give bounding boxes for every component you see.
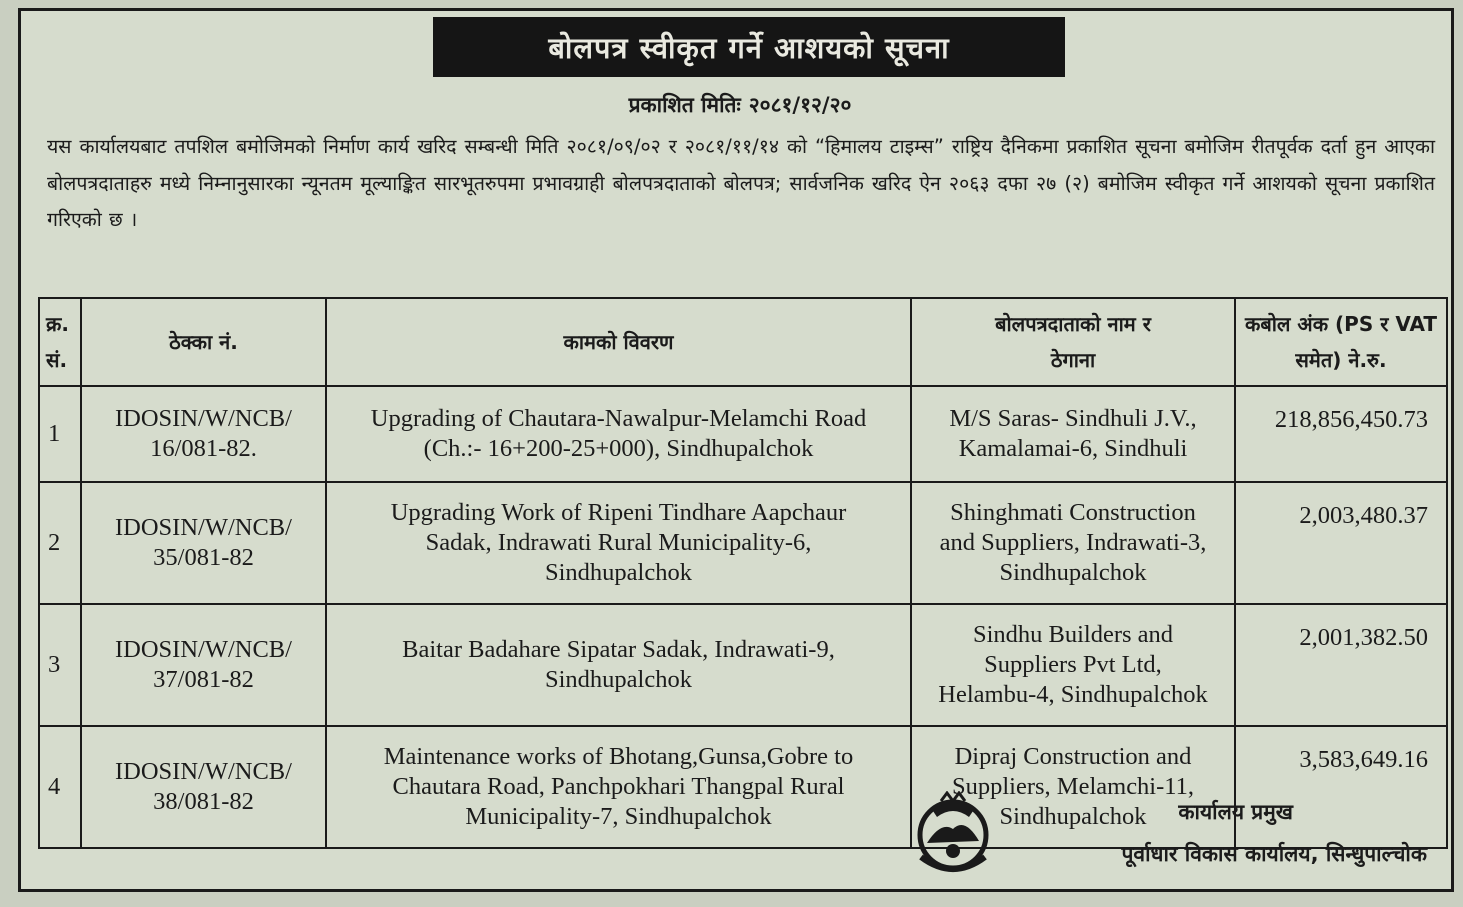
row-contract-no xyxy=(81,726,326,848)
notice-paragraph: यस कार्यालयबाट तपशिल बमोजिमको निर्माण कार्य खरिद सम्बन्धी मिति २०८१/०९/०२ र २०८१/११/१४ को “हिमालय टाइम्स” राष्ट्रिय दैनिकमा प्रकाशित सूचना बमोजिम रीतपूर्वक दर्ता हुन आएका बोलपत्रदाताहरु मध्ये निम्नानुसारका न्यूनतम मूल्याङ्कित सारभूतरुपमा प्रभावग्राही बोलपत्रदाताको बोलपत्र; सार्वजनिक खरिद ऐन २०६३ दफा २७ (२) बमोजिम स्वीकृत गर्ने आशयको सूचना प्रकाशित गरिएको छ । xyxy=(47,135,1435,231)
row-bidder xyxy=(911,386,1235,482)
contract-no-line: 35/081-82 xyxy=(153,544,254,571)
row-bidder xyxy=(911,604,1235,726)
description-line: Sadak, Indrawati Rural Municipality-6, xyxy=(425,529,812,556)
office-name: पूर्वाधार विकास कार्यालय, सिन्धुपाल्चोक xyxy=(1121,842,1427,866)
table-row xyxy=(39,482,1447,604)
row-amount: 2,001,382.50 xyxy=(1235,604,1447,726)
bidder-line: Suppliers Pvt Ltd, xyxy=(984,651,1162,678)
header-amount: कबोल अंक (PS र VAT समेत) ने.रु. xyxy=(1235,298,1447,386)
description-line: Maintenance works of Bhotang,Gunsa,Gobre to xyxy=(383,743,854,770)
description-line: Chautara Road, Panchpokhari Thangpal Rural xyxy=(392,773,845,800)
bidder-line: Helambu-4, Sindhupalchok xyxy=(938,681,1208,708)
row-amount: 218,856,450.73 xyxy=(1235,386,1447,482)
contract-no-line: 16/081-82. xyxy=(150,435,257,462)
office-head-title: कार्यालय प्रमुख xyxy=(1178,800,1293,824)
header-description: कामको विवरण xyxy=(326,298,911,386)
row-bidder xyxy=(911,482,1235,604)
bidder-line: Sindhupalchok xyxy=(999,803,1147,830)
notice-title: बोलपत्र स्वीकृत गर्ने आशयको सूचना xyxy=(433,17,1065,77)
row-sn: 1 xyxy=(39,386,81,482)
table-header-row xyxy=(39,298,1447,386)
bidder-line: Sindhu Builders and xyxy=(972,621,1174,648)
publication-date-label: प्रकाशित मितिः xyxy=(628,93,741,117)
row-sn: 2 xyxy=(39,482,81,604)
row-amount: 2,003,480.37 xyxy=(1235,482,1447,604)
bidder-line: M/S Saras- Sindhuli J.V., xyxy=(949,405,1197,432)
bidder-line: Kamalamai-6, Sindhuli xyxy=(958,435,1188,462)
bidder-line: Shinghmati Construction xyxy=(950,499,1196,526)
contract-no-line: 38/081-82 xyxy=(153,788,254,815)
contract-no-line: IDOSIN/W/NCB/ xyxy=(115,405,292,432)
contract-no-line: IDOSIN/W/NCB/ xyxy=(115,636,292,663)
description-line: Baitar Badahare Sipatar Sadak, Indrawati-9, xyxy=(402,636,835,663)
description-line: (Ch.:- 16+200-25+000), Sindhupalchok xyxy=(423,435,814,462)
row-description xyxy=(326,386,911,482)
description-line: Upgrading Work of Ripeni Tindhare Aapchaur xyxy=(390,499,847,526)
notice-frame xyxy=(18,8,1454,892)
description-line: Upgrading of Chautara-Nawalpur-Melamchi Road xyxy=(370,405,867,432)
contract-no-line: IDOSIN/W/NCB/ xyxy=(115,758,292,785)
bid-table xyxy=(38,297,1448,849)
header-sn: क्र. सं. xyxy=(39,298,81,386)
table-row xyxy=(39,604,1447,726)
contract-no-line: IDOSIN/W/NCB/ xyxy=(115,514,292,541)
bidder-line: Suppliers, Melamchi-11, xyxy=(951,773,1194,800)
description-line: Sindhupalchok xyxy=(545,666,692,693)
signature-block xyxy=(957,791,1427,875)
description-line: Sindhupalchok xyxy=(545,559,692,586)
row-description xyxy=(326,482,911,604)
row-sn: 3 xyxy=(39,604,81,726)
bidder-line: Dipraj Construction and xyxy=(954,743,1192,770)
contract-no-line: 37/081-82 xyxy=(153,666,254,693)
header-contract-no: ठेक्का नं. xyxy=(81,298,326,386)
row-description xyxy=(326,604,911,726)
bidder-line: Sindhupalchok xyxy=(999,559,1147,586)
row-amount: 3,583,649.16 xyxy=(1235,726,1447,848)
bidder-line: and Suppliers, Indrawati-3, xyxy=(939,529,1207,556)
header-bidder: बोलपत्रदाताको नाम र ठेगाना xyxy=(911,298,1235,386)
row-sn: 4 xyxy=(39,726,81,848)
row-contract-no xyxy=(81,386,326,482)
row-description xyxy=(326,726,911,848)
row-contract-no xyxy=(81,604,326,726)
table-row xyxy=(39,386,1447,482)
row-contract-no xyxy=(81,482,326,604)
description-line: Municipality-7, Sindhupalchok xyxy=(465,803,772,830)
publication-date-value: २०८१/१२/२० xyxy=(748,93,852,117)
publication-date-line xyxy=(21,91,1451,119)
